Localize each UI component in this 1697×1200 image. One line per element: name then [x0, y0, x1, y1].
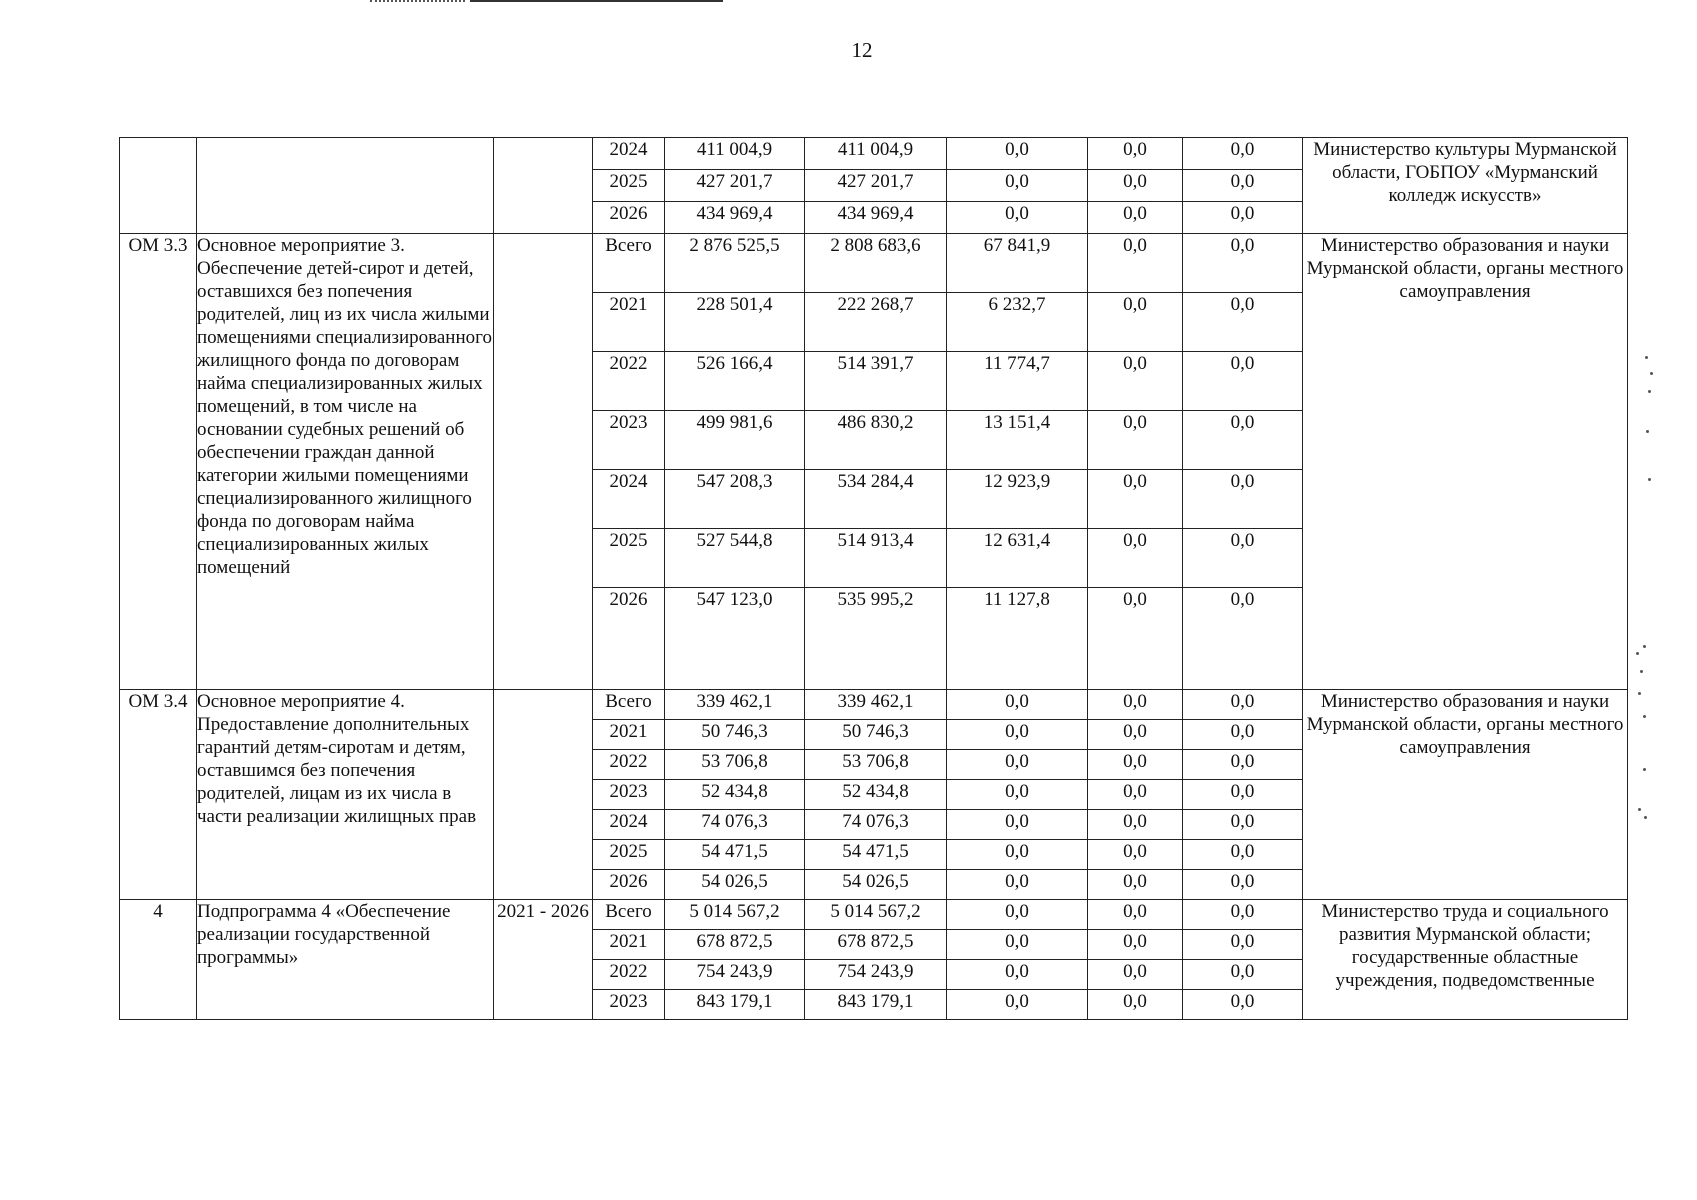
amount-federal: 0,0 [947, 720, 1088, 750]
amount-federal: 11 774,7 [947, 352, 1088, 411]
amount-total: 50 746,3 [665, 720, 805, 750]
year-cell: 2021 [593, 930, 665, 960]
amount-federal: 0,0 [947, 202, 1088, 234]
amount-other: 0,0 [1183, 293, 1303, 352]
amount-total: 547 123,0 [665, 588, 805, 690]
amount-federal: 6 232,7 [947, 293, 1088, 352]
amount-local: 0,0 [1088, 170, 1183, 202]
row-code: 4 [120, 900, 197, 1020]
amount-other: 0,0 [1183, 202, 1303, 234]
amount-total: 54 471,5 [665, 840, 805, 870]
amount-local: 0,0 [1088, 138, 1183, 170]
budget-table-body [120, 138, 1628, 1020]
row-executor: Министерство культуры Мурманской области, ГОБПОУ «Мурманский колледж искусств» [1303, 138, 1628, 234]
amount-other: 0,0 [1183, 411, 1303, 470]
year-cell: Всего [593, 234, 665, 293]
amount-other: 0,0 [1183, 810, 1303, 840]
amount-total: 411 004,9 [665, 138, 805, 170]
amount-local: 0,0 [1088, 411, 1183, 470]
amount-local: 0,0 [1088, 720, 1183, 750]
table-row [120, 234, 1628, 293]
amount-total: 52 434,8 [665, 780, 805, 810]
year-cell: 2026 [593, 202, 665, 234]
amount-federal: 0,0 [947, 690, 1088, 720]
amount-local: 0,0 [1088, 470, 1183, 529]
amount-other: 0,0 [1183, 780, 1303, 810]
amount-other: 0,0 [1183, 690, 1303, 720]
year-cell: 2025 [593, 170, 665, 202]
amount-regional: 339 462,1 [805, 690, 947, 720]
top-dotted-line [370, 0, 465, 2]
budget-table [119, 137, 1628, 1020]
row-name: Подпрограмма 4 «Обеспечение реализации государственной программы» [197, 900, 494, 1020]
amount-regional: 53 706,8 [805, 750, 947, 780]
year-cell: 2026 [593, 588, 665, 690]
amount-regional: 678 872,5 [805, 930, 947, 960]
amount-local: 0,0 [1088, 900, 1183, 930]
amount-regional: 434 969,4 [805, 202, 947, 234]
amount-total: 54 026,5 [665, 870, 805, 900]
amount-other: 0,0 [1183, 870, 1303, 900]
amount-total: 2 876 525,5 [665, 234, 805, 293]
amount-regional: 411 004,9 [805, 138, 947, 170]
amount-regional: 2 808 683,6 [805, 234, 947, 293]
year-cell: 2023 [593, 780, 665, 810]
amount-regional: 427 201,7 [805, 170, 947, 202]
amount-local: 0,0 [1088, 930, 1183, 960]
amount-local: 0,0 [1088, 690, 1183, 720]
amount-regional: 222 268,7 [805, 293, 947, 352]
amount-other: 0,0 [1183, 470, 1303, 529]
amount-total: 678 872,5 [665, 930, 805, 960]
page-number: 12 [851, 38, 873, 62]
year-cell: 2022 [593, 750, 665, 780]
amount-federal: 0,0 [947, 170, 1088, 202]
amount-total: 339 462,1 [665, 690, 805, 720]
row-period: 2021 - 2026 [494, 900, 593, 1020]
amount-federal: 12 631,4 [947, 529, 1088, 588]
row-period [494, 138, 593, 234]
amount-other: 0,0 [1183, 750, 1303, 780]
amount-federal: 11 127,8 [947, 588, 1088, 690]
amount-federal: 0,0 [947, 930, 1088, 960]
amount-total: 5 014 567,2 [665, 900, 805, 930]
amount-total: 228 501,4 [665, 293, 805, 352]
row-name: Основное мероприятие 4. Предоставление дополнительных гарантий детям-сиротам и детям, оставшимся без попечения родителей, лицам из их числа в части реализации жилищных прав [197, 690, 494, 900]
amount-other: 0,0 [1183, 900, 1303, 930]
amount-regional: 754 243,9 [805, 960, 947, 990]
table-row [120, 690, 1628, 720]
amount-local: 0,0 [1088, 870, 1183, 900]
row-executor: Министерство образования и науки Мурманской области, органы местного самоуправления [1303, 690, 1628, 900]
amount-total: 74 076,3 [665, 810, 805, 840]
amount-regional: 486 830,2 [805, 411, 947, 470]
amount-regional: 843 179,1 [805, 990, 947, 1020]
year-cell: 2023 [593, 411, 665, 470]
row-code [120, 138, 197, 234]
year-cell: 2022 [593, 960, 665, 990]
amount-local: 0,0 [1088, 202, 1183, 234]
year-cell: 2025 [593, 529, 665, 588]
amount-other: 0,0 [1183, 930, 1303, 960]
year-cell: Всего [593, 690, 665, 720]
amount-regional: 74 076,3 [805, 810, 947, 840]
amount-local: 0,0 [1088, 990, 1183, 1020]
amount-other: 0,0 [1183, 170, 1303, 202]
amount-regional: 535 995,2 [805, 588, 947, 690]
amount-total: 754 243,9 [665, 960, 805, 990]
year-cell: 2023 [593, 990, 665, 1020]
table-row [120, 138, 1628, 170]
amount-total: 499 981,6 [665, 411, 805, 470]
amount-other: 0,0 [1183, 138, 1303, 170]
amount-other: 0,0 [1183, 234, 1303, 293]
amount-other: 0,0 [1183, 990, 1303, 1020]
year-cell: 2025 [593, 840, 665, 870]
year-cell: Всего [593, 900, 665, 930]
amount-local: 0,0 [1088, 293, 1183, 352]
amount-other: 0,0 [1183, 352, 1303, 411]
year-cell: 2022 [593, 352, 665, 411]
amount-other: 0,0 [1183, 960, 1303, 990]
amount-total: 427 201,7 [665, 170, 805, 202]
amount-regional: 534 284,4 [805, 470, 947, 529]
top-rule [470, 0, 723, 2]
amount-federal: 0,0 [947, 750, 1088, 780]
year-cell: 2021 [593, 293, 665, 352]
row-code: ОМ 3.3 [120, 234, 197, 690]
amount-federal: 0,0 [947, 990, 1088, 1020]
amount-other: 0,0 [1183, 840, 1303, 870]
amount-regional: 52 434,8 [805, 780, 947, 810]
amount-total: 547 208,3 [665, 470, 805, 529]
amount-federal: 0,0 [947, 900, 1088, 930]
amount-regional: 5 014 567,2 [805, 900, 947, 930]
amount-regional: 50 746,3 [805, 720, 947, 750]
amount-regional: 514 391,7 [805, 352, 947, 411]
year-cell: 2021 [593, 720, 665, 750]
amount-federal: 13 151,4 [947, 411, 1088, 470]
amount-local: 0,0 [1088, 352, 1183, 411]
amount-local: 0,0 [1088, 810, 1183, 840]
amount-federal: 12 923,9 [947, 470, 1088, 529]
amount-federal: 0,0 [947, 810, 1088, 840]
amount-regional: 54 471,5 [805, 840, 947, 870]
amount-other: 0,0 [1183, 588, 1303, 690]
table-row [120, 900, 1628, 930]
amount-federal: 0,0 [947, 870, 1088, 900]
row-name: Основное мероприятие 3. Обеспечение детей-сирот и детей, оставшихся без попечения родителей, лиц из их числа жилыми помещениями специализированного жилищного фонда по договорам найма специализированных жилых помещений, в том числе на основании судебных решений об обеспечении граждан данной категории жилыми помещениями специализированного жилищного фонда по договорам найма специализированных жилых помещений [197, 234, 494, 690]
amount-local: 0,0 [1088, 529, 1183, 588]
row-executor: Министерство образования и науки Мурманской области, органы местного самоуправления [1303, 234, 1628, 690]
amount-total: 434 969,4 [665, 202, 805, 234]
year-cell: 2024 [593, 138, 665, 170]
amount-regional: 514 913,4 [805, 529, 947, 588]
amount-local: 0,0 [1088, 960, 1183, 990]
row-period [494, 690, 593, 900]
scan-edge-marks [1628, 340, 1688, 840]
amount-federal: 0,0 [947, 840, 1088, 870]
amount-federal: 67 841,9 [947, 234, 1088, 293]
amount-total: 526 166,4 [665, 352, 805, 411]
year-cell: 2024 [593, 810, 665, 840]
amount-local: 0,0 [1088, 234, 1183, 293]
row-code: ОМ 3.4 [120, 690, 197, 900]
row-name [197, 138, 494, 234]
amount-local: 0,0 [1088, 780, 1183, 810]
amount-local: 0,0 [1088, 588, 1183, 690]
amount-local: 0,0 [1088, 840, 1183, 870]
amount-other: 0,0 [1183, 720, 1303, 750]
amount-total: 53 706,8 [665, 750, 805, 780]
year-cell: 2024 [593, 470, 665, 529]
amount-federal: 0,0 [947, 960, 1088, 990]
row-executor: Министерство труда и социального развития Мурманской области; государственные областные учреждения, подведомственные [1303, 900, 1628, 1020]
amount-federal: 0,0 [947, 780, 1088, 810]
amount-other: 0,0 [1183, 529, 1303, 588]
amount-regional: 54 026,5 [805, 870, 947, 900]
amount-total: 527 544,8 [665, 529, 805, 588]
amount-local: 0,0 [1088, 750, 1183, 780]
row-period [494, 234, 593, 690]
amount-federal: 0,0 [947, 138, 1088, 170]
amount-total: 843 179,1 [665, 990, 805, 1020]
year-cell: 2026 [593, 870, 665, 900]
